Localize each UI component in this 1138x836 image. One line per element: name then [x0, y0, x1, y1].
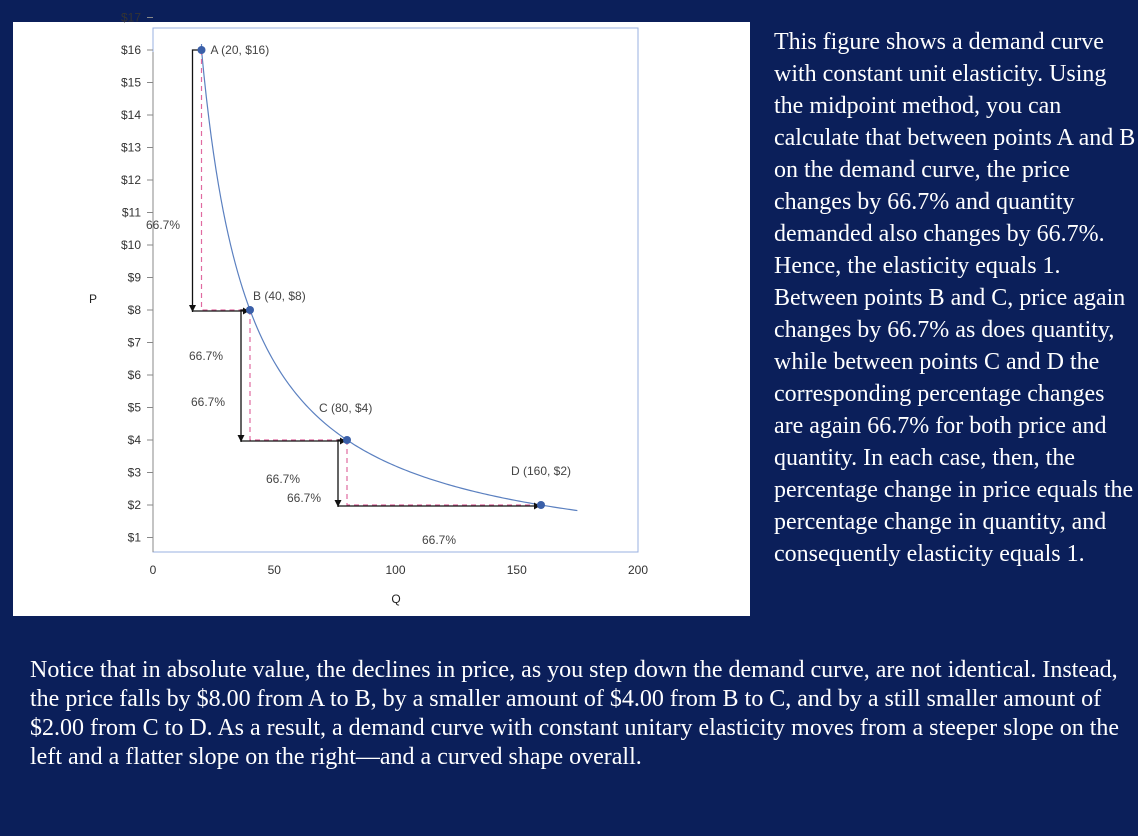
x-tick-label: 0 [149, 563, 157, 577]
point-label: A (20, $16) [210, 43, 270, 57]
body-paragraph: Notice that in absolute value, the declines in price, as you step down the demand curve, are not identical. Instead, the price falls by $8.00 from A to B, by a smaller amount of $4.00 from B to C, and by a still smaller amount of $2.00 from C to D. As a result, a demand curve with constant unitary elasticity moves from a steeper slope on the left and a flatter slope on the right—and a curved shape overall. [30, 657, 1120, 770]
x-tick-label: 200 [627, 563, 649, 577]
point-label: D (160, $2) [510, 464, 572, 478]
y-tick-label: $1 [127, 530, 141, 545]
dashed-guide [250, 310, 347, 440]
chart-panel [13, 10, 750, 616]
price-change-step [241, 310, 250, 442]
x-tick-label: 100 [385, 563, 406, 577]
y-tick-label: $3 [127, 465, 141, 480]
y-axis-title: P [88, 292, 98, 306]
y-tick-label: $14 [120, 108, 141, 122]
point-marker [198, 46, 206, 54]
point-marker [246, 306, 254, 314]
y-tick-label: $5 [127, 400, 141, 415]
y-tick-label: $10 [120, 238, 141, 252]
demand-curve-chart [13, 10, 750, 616]
price-change-step [193, 50, 202, 312]
y-tick-label: $15 [120, 75, 141, 90]
y-tick-label: $16 [120, 43, 141, 57]
y-tick-label: $12 [120, 173, 141, 187]
x-tick-label: 50 [267, 563, 281, 577]
y-tick-label: $8 [127, 303, 141, 317]
y-tick-label: $6 [127, 368, 141, 382]
point-label: B (40, $8) [253, 289, 306, 303]
pct-label-cd-price: 66.7% [287, 491, 322, 505]
x-tick-label: 150 [506, 563, 527, 577]
dashed-guide [202, 50, 251, 310]
y-tick-label: $17 [120, 10, 141, 25]
point-marker [343, 436, 351, 444]
point-marker [537, 501, 545, 509]
pct-label-ab-price: 66.7% [146, 218, 181, 232]
point-label: C (80, $4) [319, 401, 373, 415]
y-tick-label: $4 [127, 433, 141, 447]
y-tick-label: $7 [127, 335, 141, 350]
x-axis-title: Q [391, 592, 401, 606]
y-tick-label: $2 [127, 498, 141, 512]
price-change-step [338, 440, 347, 507]
pct-label-cd-quantity: 66.7% [422, 533, 457, 547]
y-tick-label: $9 [127, 270, 141, 285]
pct-label-ab-quantity: 66.7% [189, 349, 224, 363]
y-tick-label: $13 [120, 140, 141, 155]
pct-label-bc-price: 66.7% [191, 395, 226, 409]
y-tick-label: $11 [121, 205, 141, 220]
figure-description: This figure shows a demand curve with constant unit elasticity. Using the midpoint method, you can calculate that between points A and B on the demand curve, the price changes by 66.7% and quantity demanded also changes by 66.7%. Hence, the elasticity equals 1. Between points B and C, price again changes by 66.7% as does quantity, while between points C and D the corresponding percentage changes are again 66.7% for both price and quantity. In each case, then, the percentage change in price equals the percentage change in quantity, and consequently elasticity equals 1. [774, 29, 1136, 567]
pct-label-bc-quantity: 66.7% [266, 472, 301, 486]
